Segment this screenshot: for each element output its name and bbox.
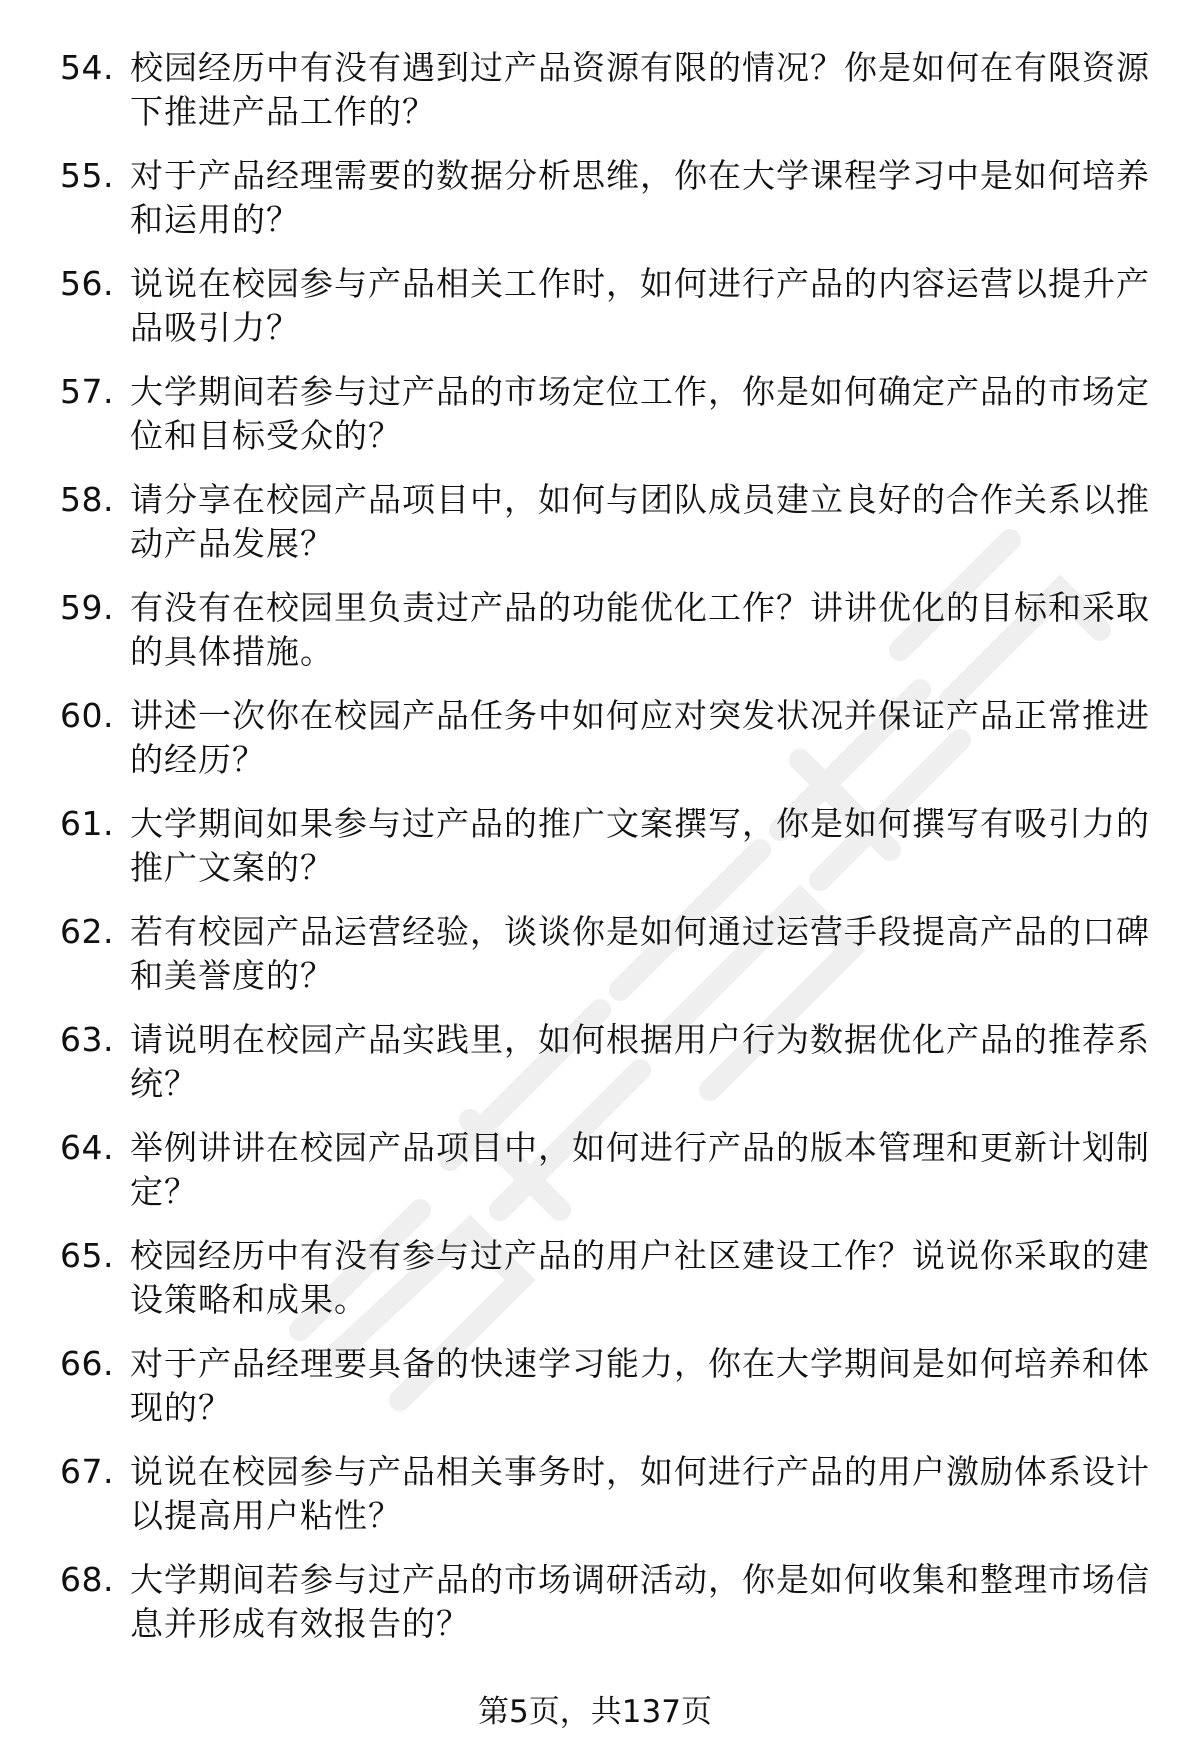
question-text: 校园经历中有没有遇到过产品资源有限的情况？你是如何在有限资源下推进产品工作的？ (130, 48, 1150, 131)
question-item (60, 586, 1150, 694)
question-number: 54. (60, 48, 114, 87)
question-list (60, 46, 1150, 1666)
question-number: 61. (60, 804, 114, 843)
question-number: 62. (60, 912, 114, 951)
question-text: 请分享在校园产品项目中，如何与团队成员建立良好的合作关系以推动产品发展？ (130, 480, 1150, 563)
question-item (60, 154, 1150, 262)
question-item (60, 46, 1150, 154)
question-text: 请说明在校园产品实践里，如何根据用户行为数据优化产品的推荐系统？ (130, 1020, 1150, 1103)
question-text: 有没有在校园里负责过产品的功能优化工作？讲讲优化的目标和采取的具体措施。 (130, 588, 1150, 671)
question-item (60, 694, 1150, 802)
question-item (60, 802, 1150, 910)
question-item (60, 1342, 1150, 1450)
question-number: 64. (60, 1128, 114, 1167)
question-item (60, 478, 1150, 586)
question-text: 大学期间如果参与过产品的推广文案撰写，你是如何撰写有吸引力的推广文案的？ (130, 804, 1150, 887)
question-item (60, 910, 1150, 1018)
question-number: 57. (60, 372, 114, 411)
question-text: 校园经历中有没有参与过产品的用户社区建设工作？说说你采取的建设策略和成果。 (130, 1236, 1150, 1319)
question-item (60, 262, 1150, 370)
question-item (60, 1450, 1150, 1558)
question-text: 若有校园产品运营经验，谈谈你是如何通过运营手段提高产品的口碑和美誉度的？ (130, 912, 1150, 995)
question-number: 63. (60, 1020, 114, 1059)
question-number: 66. (60, 1344, 114, 1383)
question-item (60, 1126, 1150, 1234)
question-number: 65. (60, 1236, 114, 1275)
question-item (60, 1018, 1150, 1126)
question-item (60, 370, 1150, 478)
question-text: 讲述一次你在校园产品任务中如何应对突发状况并保证产品正常推进的经历？ (130, 696, 1150, 779)
question-text: 举例讲讲在校园产品项目中，如何进行产品的版本管理和更新计划制定？ (130, 1128, 1150, 1211)
question-number: 59. (60, 588, 114, 627)
question-number: 67. (60, 1452, 114, 1491)
question-text: 说说在校园参与产品相关工作时，如何进行产品的内容运营以提升产品吸引力？ (130, 264, 1150, 347)
question-item (60, 1558, 1150, 1666)
question-number: 60. (60, 696, 114, 735)
question-text: 大学期间若参与过产品的市场调研活动，你是如何收集和整理市场信息并形成有效报告的？ (130, 1560, 1150, 1643)
question-text: 对于产品经理需要的数据分析思维，你在大学课程学习中是如何培养和运用的？ (130, 156, 1150, 239)
question-text: 大学期间若参与过产品的市场定位工作，你是如何确定产品的市场定位和目标受众的？ (130, 372, 1150, 455)
question-text: 说说在校园参与产品相关事务时，如何进行产品的用户激励体系设计以提高用户粘性？ (130, 1452, 1150, 1535)
question-number: 68. (60, 1560, 114, 1599)
question-text: 对于产品经理要具备的快速学习能力，你在大学期间是如何培养和体现的？ (130, 1344, 1150, 1427)
question-item (60, 1234, 1150, 1342)
question-number: 56. (60, 264, 114, 303)
question-number: 58. (60, 480, 114, 519)
page-number-footer: 第5页，共137页 (478, 1694, 712, 1730)
question-number: 55. (60, 156, 114, 195)
